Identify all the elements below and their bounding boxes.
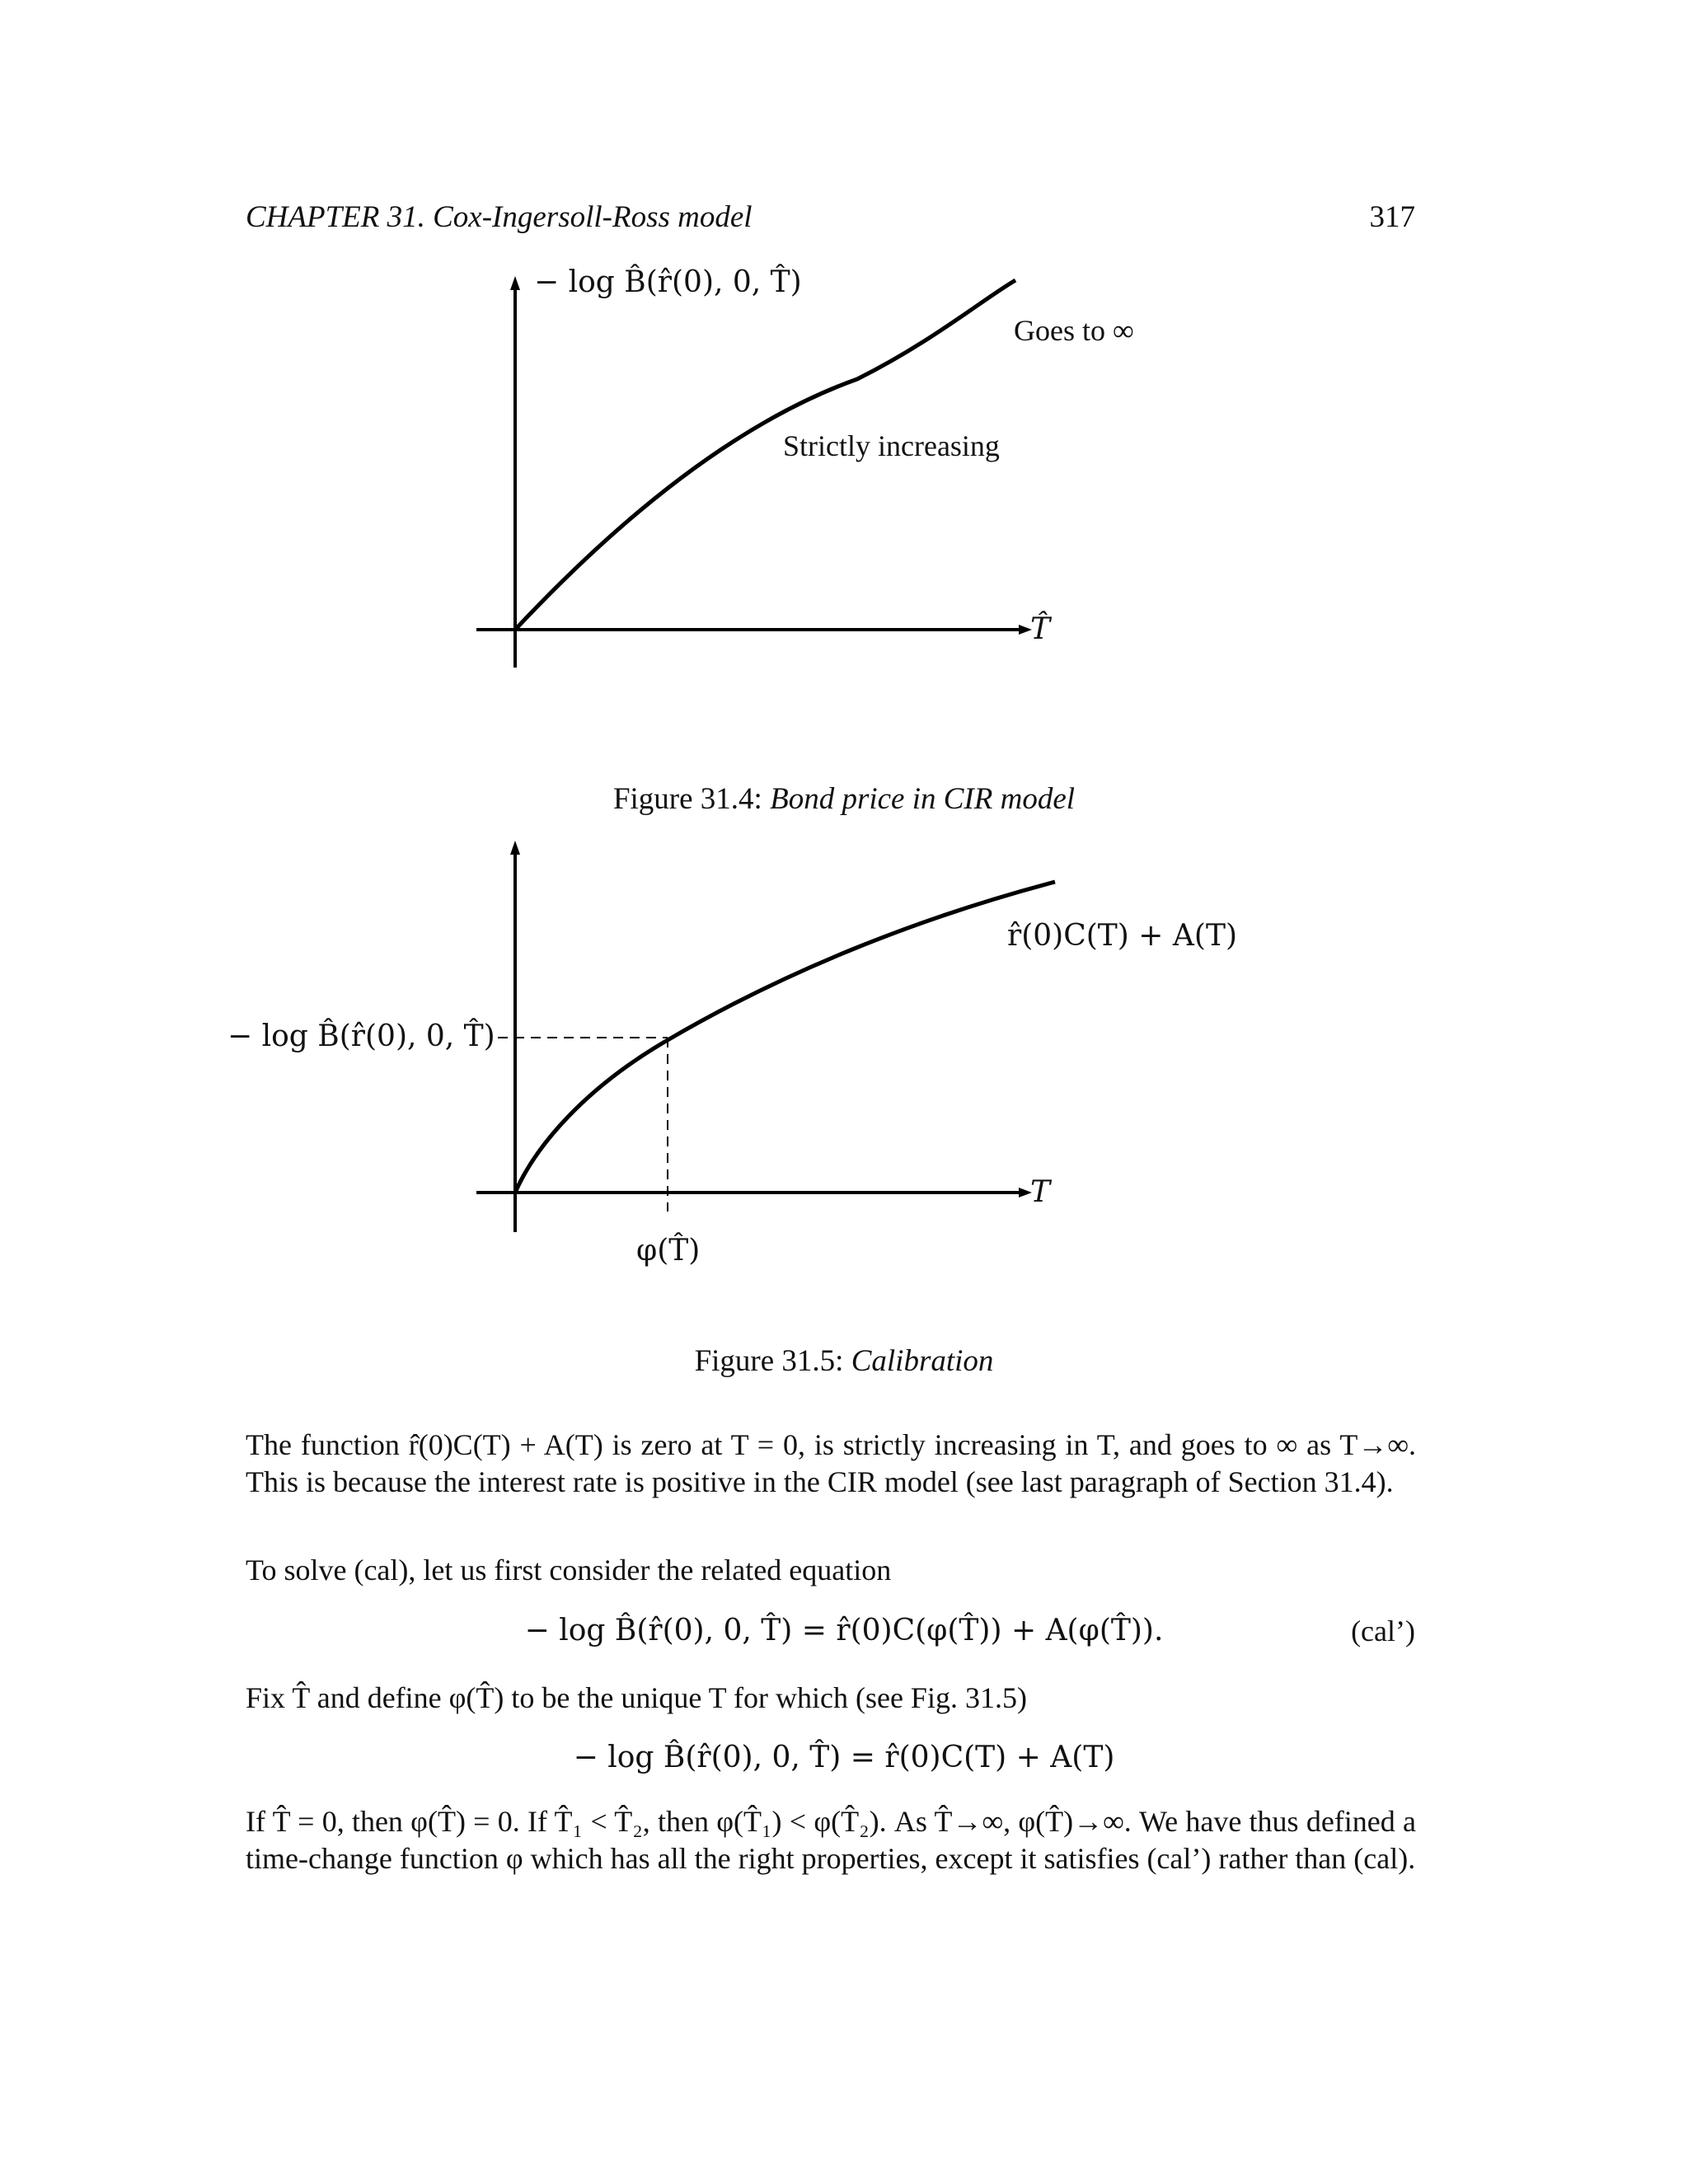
figure2-y-arrow [510,841,520,855]
equation-tag-cal-prime: (cal’) [1351,1615,1415,1647]
figure2-curve [515,882,1055,1193]
figure2-x-label: T [1030,1175,1051,1209]
figure2-caption-prefix: Figure 31.5: [694,1344,844,1378]
figure1-y-arrow [510,276,520,290]
figure2-caption [0,1343,1688,1379]
figure1-caption-prefix: Figure 31.4: [612,782,762,816]
paragraph-2: To solve (cal), let us first consider the related equation [246,1554,892,1586]
figure2-curve-label: r̂(0)C(T) + A(T) [1007,919,1237,953]
equation-cal-prime: − log B̂(r̂(0), 0, T̂) = r̂(0)C(φ(T̂)) + A(φ(T̂)). [524,1614,1164,1647]
chapter-header: CHAPTER 31. Cox-Ingersoll-Ross model [246,200,753,234]
figure1-x-label: T̂ [1030,612,1051,646]
figure2-point-label: φ(T̂) [636,1234,701,1268]
figure2-caption-title: Calibration [851,1344,994,1378]
page-number: 317 [1369,200,1415,234]
figure1-caption-title: Bond price in CIR model [770,782,1076,816]
figure1-y-label: − log B̂(r̂(0), 0, T̂) [534,265,802,299]
paragraph-1: The function r̂(0)C(T) + A(T) is zero at T = 0, is strictly increasing in T, and goes to ∞ as T→∞. This is because the interest rate is positive in the CIR model (see last paragraph of Section 31.4). [246,1428,1416,1498]
figure1-annotation-mid: Strictly increasing [783,429,1000,462]
figure1-caption [0,781,1688,817]
figure1-annotation-top: Goes to ∞ [1014,314,1134,347]
paragraph-3: Fix T̂ and define φ(T̂) to be the unique T for which (see Fig. 31.5) [246,1681,1027,1714]
figure2-axes [476,849,1022,1232]
figure1-axes [476,284,1022,668]
figure2-level-label: − log B̂(r̂(0), 0, T̂) [227,1019,495,1053]
equation-definition: − log B̂(r̂(0), 0, T̂) = r̂(0)C(T) + A(T) [573,1741,1115,1774]
paragraph-4: If T̂ = 0, then φ(T̂) = 0. If T̂₁ < T̂₂, then φ(T̂₁) < φ(T̂₂). As T̂→∞, φ(T̂)→∞. We have thus defined a time-change function φ which has all the right properties, except it satisfies (cal’) rather than (cal). [246,1805,1416,1875]
